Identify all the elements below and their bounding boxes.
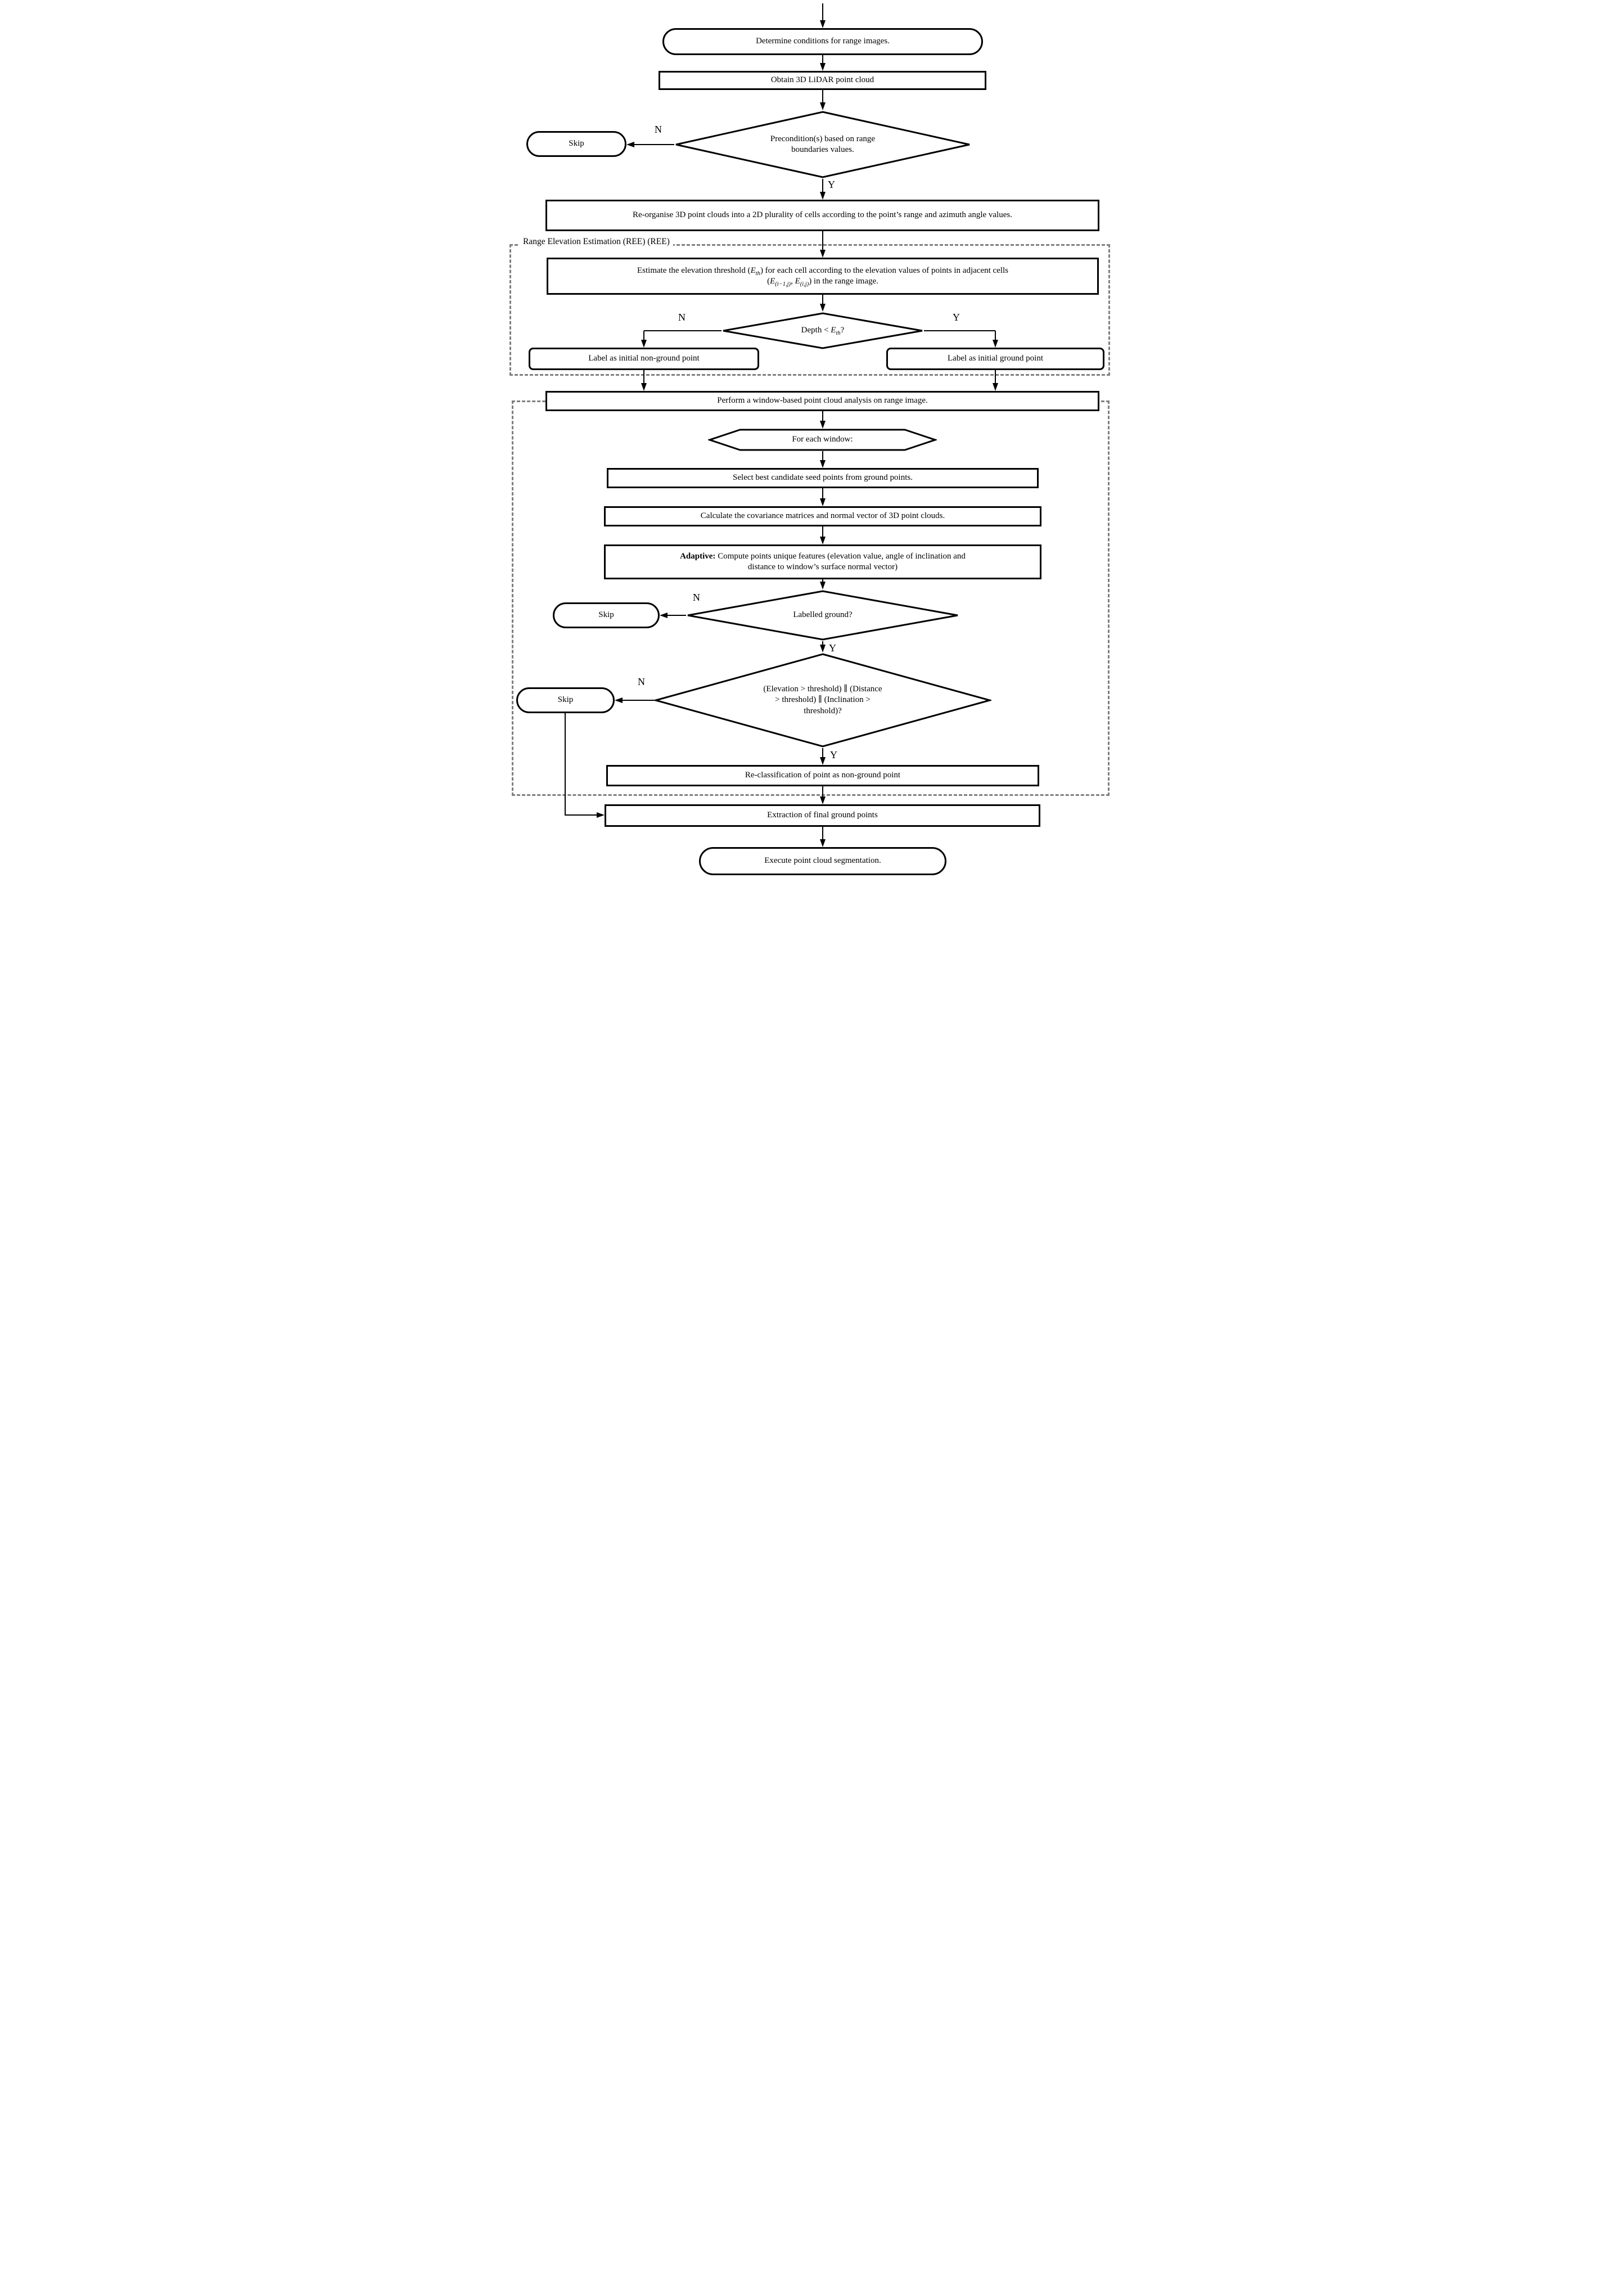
node-skip-thresholds-terminator [516, 687, 615, 713]
skip-labelled-text: Skip [598, 610, 614, 620]
depth-var: E [831, 326, 836, 335]
precondition-line1: Precondition(s) based on range [770, 134, 876, 143]
edge-reclass-extraction-line [822, 786, 823, 796]
edge-entry-line [822, 3, 823, 20]
edge-foreach-select-line [822, 451, 823, 460]
node-obtain-process [659, 71, 986, 90]
edge-precondition-skip-line [634, 144, 674, 145]
edge-select-covariance-arrowhead-icon [820, 498, 826, 506]
node-precondition-decision [674, 110, 971, 179]
edge-reorganise-estimate-arrowhead-icon [820, 250, 826, 258]
labelled-ground-text [686, 589, 959, 641]
thresholds-text [654, 652, 991, 748]
adaptive-bold: Adaptive: [680, 551, 716, 561]
edge-reclass-extraction-arrowhead-icon [820, 796, 826, 804]
precondition-line2: boundaries values. [791, 145, 854, 154]
depth-post: ? [840, 326, 845, 335]
start-text: Determine conditions for range images. [756, 37, 890, 46]
edge-ground-perform-line [995, 370, 996, 383]
edge-extraction-end-arrowhead-icon [820, 839, 826, 847]
estimate-l1-sub: th [755, 270, 760, 277]
edge-depth-yes-line-v [995, 331, 996, 340]
edge-depth-no-arrowhead-icon [641, 340, 647, 348]
edge-ground-perform-arrowhead-icon [993, 383, 998, 391]
adaptive-l1-rest: Compute points unique features (elevation value, angle of inclination and [715, 551, 966, 561]
edge-obtain-precondition-line [822, 90, 823, 102]
edge-labelled-skip-line [668, 615, 686, 616]
edge-depth-yes-line-h [924, 330, 995, 331]
edge-thresholds-reclass-arrowhead-icon [820, 757, 826, 765]
edge-covariance-adaptive-line [822, 526, 823, 537]
adaptive-line1 [680, 551, 966, 562]
perform-text: Perform a window-based point cloud analysis on range image. [717, 396, 928, 406]
node-labelled-ground-decision [686, 589, 959, 641]
node-perform-analysis-process [545, 391, 1099, 411]
node-extraction-process [605, 804, 1040, 827]
edge-skip-extraction-arrowhead-icon [597, 812, 605, 818]
edge-label-thresholds-yes: Y [830, 749, 837, 760]
edge-foreach-select-arrowhead-icon [820, 460, 826, 468]
estimate-l2-var2: E [795, 277, 800, 286]
reorganise-text: Re-organise 3D point clouds into a 2D plurality of cells according to the point’s range and azimuth angle values. [633, 210, 1012, 220]
node-start-terminator [662, 28, 983, 55]
node-label-nonground-process [529, 348, 759, 370]
edge-nonground-perform-line [643, 370, 644, 383]
edge-precondition-reorganise-line [822, 179, 823, 192]
edge-extraction-end-line [822, 827, 823, 839]
estimate-l2-var1: E [770, 277, 775, 286]
edge-obtain-precondition-arrowhead-icon [820, 102, 826, 110]
edge-label-depth-yes: Y [953, 312, 960, 323]
edge-depth-yes-arrowhead-icon [993, 340, 998, 348]
estimate-l1-pre: Estimate the elevation threshold ( [637, 265, 751, 275]
edge-label-depth-no: N [678, 312, 686, 323]
node-adaptive-features-process [604, 544, 1041, 579]
ree-region-label: Range Elevation Estimation (REE) (REE) [520, 237, 673, 247]
precondition-text [674, 110, 971, 179]
estimate-line1 [637, 265, 1008, 277]
obtain-text: Obtain 3D LiDAR point cloud [770, 75, 874, 85]
thresholds-line2: > threshold) ∥ (Inclination > [775, 695, 871, 705]
estimate-l2-sep: , [791, 277, 795, 286]
edge-depth-no-line-v [643, 331, 644, 340]
edge-label-labelled-no: N [693, 592, 700, 603]
edge-skip-extraction-line-v [565, 713, 566, 816]
edge-nonground-perform-arrowhead-icon [641, 383, 647, 391]
edge-precondition-reorganise-arrowhead-icon [820, 192, 826, 200]
edge-reorganise-estimate-line [822, 231, 823, 250]
edge-label-labelled-yes: Y [829, 642, 836, 654]
extraction-text: Extraction of final ground points [767, 811, 878, 820]
estimate-line2 [767, 276, 878, 287]
edge-start-obtain-arrowhead-icon [820, 63, 826, 71]
foreach-text [708, 429, 937, 451]
edge-skip-extraction-line-h [565, 814, 597, 816]
estimate-l2-sub1: (i−1,j) [775, 281, 791, 287]
edge-precondition-skip-arrowhead-icon [626, 142, 634, 147]
edge-thresholds-reclass-line [822, 748, 823, 757]
foreach-label: For each window: [792, 435, 853, 444]
skip-precondition-text: Skip [569, 139, 584, 148]
estimate-l2-open: ( [767, 277, 770, 286]
node-covariance-process [604, 506, 1041, 526]
covariance-text: Calculate the covariance matrices and normal vector of 3D point clouds. [700, 511, 945, 521]
edge-label-precondition-no: N [655, 124, 662, 135]
thresholds-line1: (Elevation > threshold) ∥ (Distance [763, 684, 882, 694]
edge-depth-no-line-h [644, 330, 721, 331]
edge-entry-arrowhead-icon [820, 20, 826, 28]
node-end-terminator [699, 847, 946, 875]
edge-thresholds-skip-arrowhead-icon [615, 697, 623, 703]
edge-label-precondition-yes: Y [828, 179, 835, 190]
node-reorganise-process [545, 200, 1099, 231]
select-seed-text: Select best candidate seed points from ground points. [733, 473, 913, 483]
edge-covariance-adaptive-arrowhead-icon [820, 537, 826, 544]
node-depth-decision [721, 312, 924, 350]
estimate-l2-sub2: (i,j) [800, 281, 809, 287]
thresholds-line3: threshold)? [804, 706, 842, 715]
adaptive-line2: distance to window’s surface normal vector) [747, 562, 898, 571]
skip-thresholds-text: Skip [557, 695, 574, 705]
edge-label-thresholds-no: N [638, 676, 645, 687]
flowchart-canvas [499, 0, 1120, 880]
edge-start-obtain-line [822, 55, 823, 63]
node-estimate-threshold-process [547, 258, 1099, 295]
end-text: Execute point cloud segmentation. [764, 856, 881, 866]
edge-estimate-depth-line [822, 295, 823, 304]
edge-adaptive-labelled-arrowhead-icon [820, 582, 826, 589]
edge-labelled-skip-arrowhead-icon [660, 613, 668, 618]
edge-thresholds-skip-line [623, 700, 654, 701]
reclassification-text: Re-classification of point as non-ground point [745, 771, 901, 780]
edge-estimate-depth-arrowhead-icon [820, 304, 826, 312]
node-foreach-loop [708, 429, 937, 451]
node-select-seed-process [607, 468, 1039, 488]
depth-line [801, 325, 845, 336]
node-thresholds-decision [654, 652, 991, 748]
depth-pre: Depth < [801, 326, 831, 335]
depth-sub: th [836, 330, 841, 337]
labelled-ground-label: Labelled ground? [793, 610, 853, 620]
edge-select-covariance-line [822, 488, 823, 498]
label-ground-text: Label as initial ground point [948, 354, 1043, 363]
estimate-l2-post: ) in the range image. [809, 277, 878, 286]
label-nonground-text: Label as initial non-ground point [588, 354, 700, 363]
node-label-ground-process [886, 348, 1104, 370]
edge-labelled-thresholds-arrowhead-icon [820, 645, 826, 652]
depth-text [721, 312, 924, 350]
node-skip-precondition-terminator [526, 131, 626, 157]
edge-perform-foreach-arrowhead-icon [820, 421, 826, 429]
edge-perform-foreach-line [822, 411, 823, 421]
node-skip-labelled-terminator [553, 602, 660, 628]
estimate-l1-post: ) for each cell according to the elevation values of points in adjacent cells [760, 265, 1009, 275]
estimate-l1-var: E [750, 265, 756, 275]
node-reclassification-process [606, 765, 1039, 786]
